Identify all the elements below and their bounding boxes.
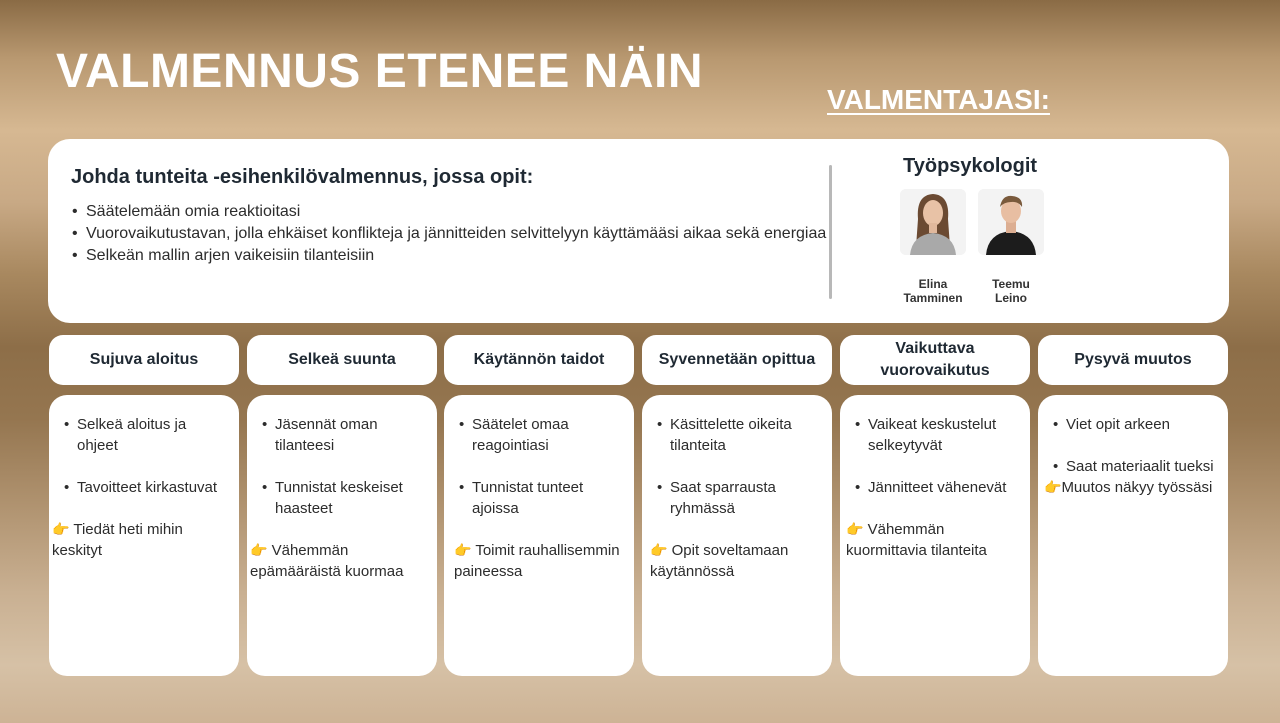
coaches-subtitle: VALMENTAJASI: bbox=[827, 84, 1050, 115]
list-item: • Jäsennät oman tilanteesi bbox=[275, 414, 427, 456]
divider bbox=[829, 165, 832, 299]
avatar bbox=[978, 189, 1044, 255]
step-result: 👉Muutos näkyy työssäsi bbox=[1044, 479, 1213, 496]
step-bullets bbox=[840, 395, 1030, 498]
list-item: • Selkeä aloitus ja ohjeet bbox=[77, 414, 229, 456]
coach-name: Teemu Leino bbox=[992, 277, 1030, 305]
list-item: • Säätelet omaa reagointiasi bbox=[472, 414, 624, 456]
list-item: • Saat materiaalit tueksi bbox=[1066, 456, 1218, 477]
avatar bbox=[900, 189, 966, 255]
list-item: • Tunnistat tunteet ajoissa bbox=[472, 477, 624, 519]
pointing-hand-icon: 👉 bbox=[846, 521, 864, 537]
person-photo-icon bbox=[978, 189, 1044, 255]
step-card bbox=[1038, 395, 1228, 676]
step-card bbox=[840, 395, 1030, 676]
step-bullets bbox=[49, 395, 239, 498]
intro-list bbox=[70, 201, 830, 267]
list-item: • Vaikeat keskustelut selkeytyvät bbox=[868, 414, 1020, 456]
pointing-hand-icon: 👉 bbox=[1044, 479, 1062, 495]
intro-heading: Johda tunteita -esihenkilövalmennus, jossa opit: bbox=[71, 166, 534, 188]
step-result: 👉 Tiedät heti mihin keskityt bbox=[52, 521, 183, 559]
list-item: • Tavoitteet kirkastuvat bbox=[77, 477, 229, 498]
coach-name: Elina Tamminen bbox=[903, 277, 963, 305]
step-result: 👉 Opit soveltamaan käytännössä bbox=[650, 542, 789, 580]
page-title: VALMENNUS ETENEE NÄIN bbox=[56, 45, 703, 98]
pointing-hand-icon: 👉 bbox=[52, 521, 70, 537]
step-card bbox=[247, 395, 437, 676]
list-item: • Käsittelette oikeita tilanteita bbox=[670, 414, 822, 456]
step-title: Syvennetään opittua bbox=[642, 335, 832, 385]
list-item: • Tunnistat keskeiset haasteet bbox=[275, 477, 427, 519]
coaches-heading: Työpsykologit bbox=[903, 155, 1038, 177]
step-card bbox=[49, 395, 239, 676]
step-title: Pysyvä muutos bbox=[1038, 335, 1228, 385]
list-item: • Saat sparrausta ryhmässä bbox=[670, 477, 822, 519]
step-title: Sujuva aloitus bbox=[49, 335, 239, 385]
step-card bbox=[642, 395, 832, 676]
intro-bullet: • Selkeän mallin arjen vaikeisiin tilanteisiin bbox=[70, 245, 830, 267]
pointing-hand-icon: 👉 bbox=[650, 542, 668, 558]
step-bullets bbox=[642, 395, 832, 519]
intro-card bbox=[48, 139, 1229, 323]
coach-teemu bbox=[976, 189, 1046, 305]
intro-bullet: • Vuorovaikutustavan, jolla ehkäiset konflikteja ja jännitteiden selvittelyyn käyttämääsi aikaa sekä energiaa bbox=[70, 223, 830, 245]
list-item: • Viet opit arkeen bbox=[1066, 414, 1218, 435]
step-bullets bbox=[444, 395, 634, 519]
step-bullets bbox=[1038, 395, 1228, 477]
pointing-hand-icon: 👉 bbox=[250, 542, 268, 558]
person-photo-icon bbox=[900, 189, 966, 255]
coach-elina bbox=[898, 189, 968, 305]
step-title: Vaikuttava vuorovaikutus bbox=[840, 335, 1030, 385]
step-result: 👉 Toimit rauhallisemmin paineessa bbox=[454, 542, 620, 580]
step-title: Käytännön taidot bbox=[444, 335, 634, 385]
step-title: Selkeä suunta bbox=[247, 335, 437, 385]
step-result: 👉 Vähemmän kuormittavia tilanteita bbox=[846, 521, 987, 559]
intro-bullet: • Säätelemään omia reaktioitasi bbox=[70, 201, 830, 223]
step-result: 👉 Vähemmän epämääräistä kuormaa bbox=[250, 542, 404, 580]
pointing-hand-icon: 👉 bbox=[454, 542, 472, 558]
step-card bbox=[444, 395, 634, 676]
step-bullets bbox=[247, 395, 437, 519]
list-item: • Jännitteet vähenevät bbox=[868, 477, 1020, 498]
